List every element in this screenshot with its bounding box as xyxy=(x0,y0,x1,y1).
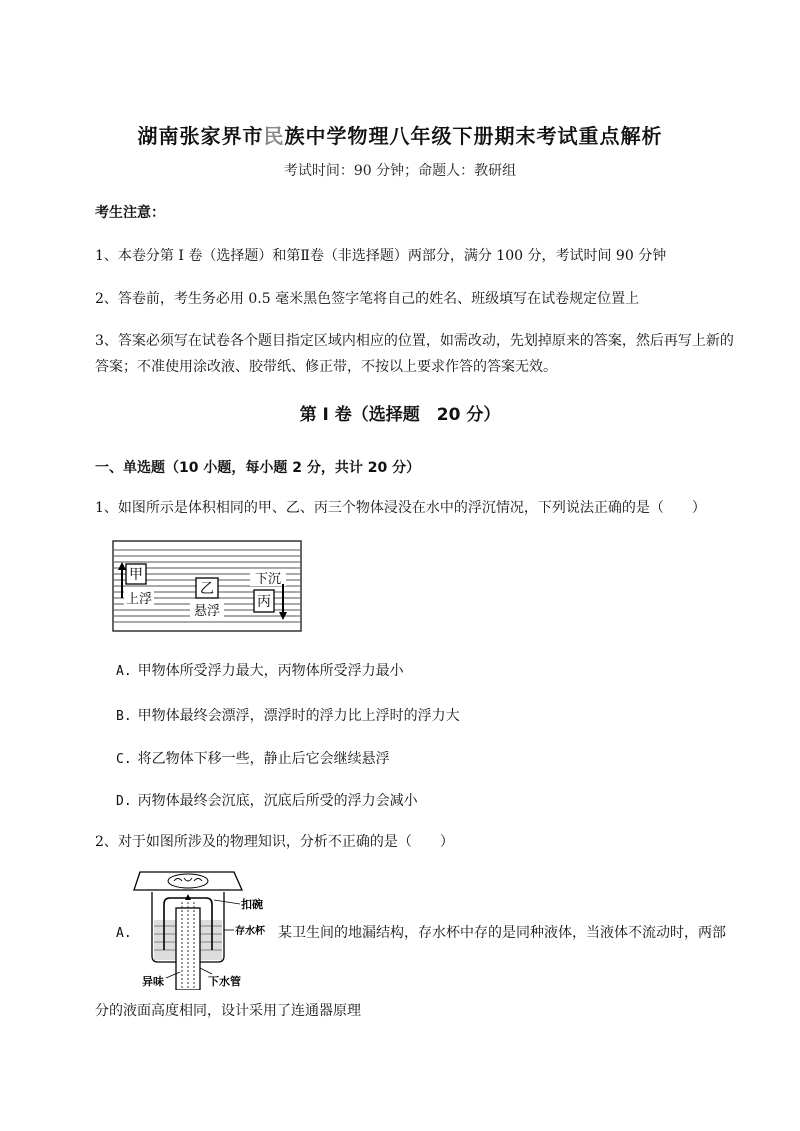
option-letter: B. xyxy=(116,709,132,724)
exam-info: 考试时间：90 分钟；命题人：教研组 xyxy=(283,163,517,179)
question-2-stem: 2、对于如图所涉及的物理知识，分析不正确的是（ ） xyxy=(95,834,454,850)
q1-buoyancy-figure xyxy=(112,540,302,632)
title-part-highlight: 民 xyxy=(263,124,285,148)
question-1-stem: 1、如图所示是体积相同的甲、乙、丙三个物体浸没在水中的浮沉情况，下列说法正确的是（ ） xyxy=(95,500,706,516)
q2-option-a-text[interactable]: 某卫生间的地漏结构，存水杯中存的是同种液体，当液体不流动时，两部 xyxy=(278,925,726,941)
option-letter: A. xyxy=(116,926,132,941)
notice-item-1: 1、本卷分第 I 卷（选择题）和第Ⅱ卷（非选择题）两部分，满分 100 分，考试时间 90 分钟 xyxy=(95,248,667,264)
flow-arrow-icon xyxy=(185,894,191,900)
option-letter: D. xyxy=(116,794,132,809)
pipe-leader xyxy=(200,968,212,974)
option-text: 将乙物体下移一些，静止后它会继续悬浮 xyxy=(137,751,390,767)
object-yi-label: 乙 xyxy=(200,581,214,597)
label-smell: 异味 xyxy=(142,975,164,988)
title-part: 湖南张家界市 xyxy=(137,124,264,148)
label-suspend: 悬浮 xyxy=(193,604,221,619)
label-bowl: 扣碗 xyxy=(241,898,263,911)
page-title xyxy=(0,120,800,149)
part-heading: 一、单选题（10 小题，每小题 2 分，共计 20 分） xyxy=(95,460,421,476)
q1-option-c[interactable] xyxy=(116,748,390,768)
label-pipe: 下水管 xyxy=(208,975,241,988)
option-text: 甲物体最终会漂浮，漂浮时的浮力比上浮时的浮力大 xyxy=(137,708,460,724)
object-bing-label: 丙 xyxy=(257,594,271,610)
label-cup: 存水杯 xyxy=(235,926,265,937)
label-down: 下沉 xyxy=(254,572,282,587)
q2-floor-drain-figure xyxy=(130,868,280,990)
object-jia-label: 甲 xyxy=(129,567,143,583)
q1-option-b[interactable] xyxy=(116,705,460,725)
q1-option-a[interactable] xyxy=(116,660,404,680)
option-letter: A. xyxy=(116,664,132,679)
label-up: 上浮 xyxy=(125,592,153,607)
q2-option-a-continuation: 分的液面高度相同，设计采用了连通器原理 xyxy=(95,1003,361,1019)
option-text: 甲物体所受浮力最大，丙物体所受浮力最小 xyxy=(137,663,404,679)
q1-option-d[interactable] xyxy=(116,790,418,810)
notice-heading: 考生注意： xyxy=(95,205,165,221)
notice-item-2: 2、答卷前，考生务必用 0.5 毫米黑色签字笔将自己的姓名、班级填写在试卷规定位置上 xyxy=(95,291,640,307)
bowl-leader xyxy=(214,900,240,904)
title-part: 族中学物理八年级下册期末考试重点解析 xyxy=(284,124,663,148)
drain-pipe xyxy=(176,908,200,990)
section-title: 第 I 卷（选择题 20 分） xyxy=(299,405,501,425)
notice-item-3: 3、答案必须写在试卷各个题目指定区域内相应的位置，如需改动，先划掉原来的答案，然后再写上新的答案；不准使用涂改液、胶带纸、修正带，不按以上要求作答的答案无效。 xyxy=(95,333,734,375)
option-letter: C. xyxy=(116,752,132,767)
option-text: 丙物体最终会沉底，沉底后所受的浮力会减小 xyxy=(137,793,418,809)
